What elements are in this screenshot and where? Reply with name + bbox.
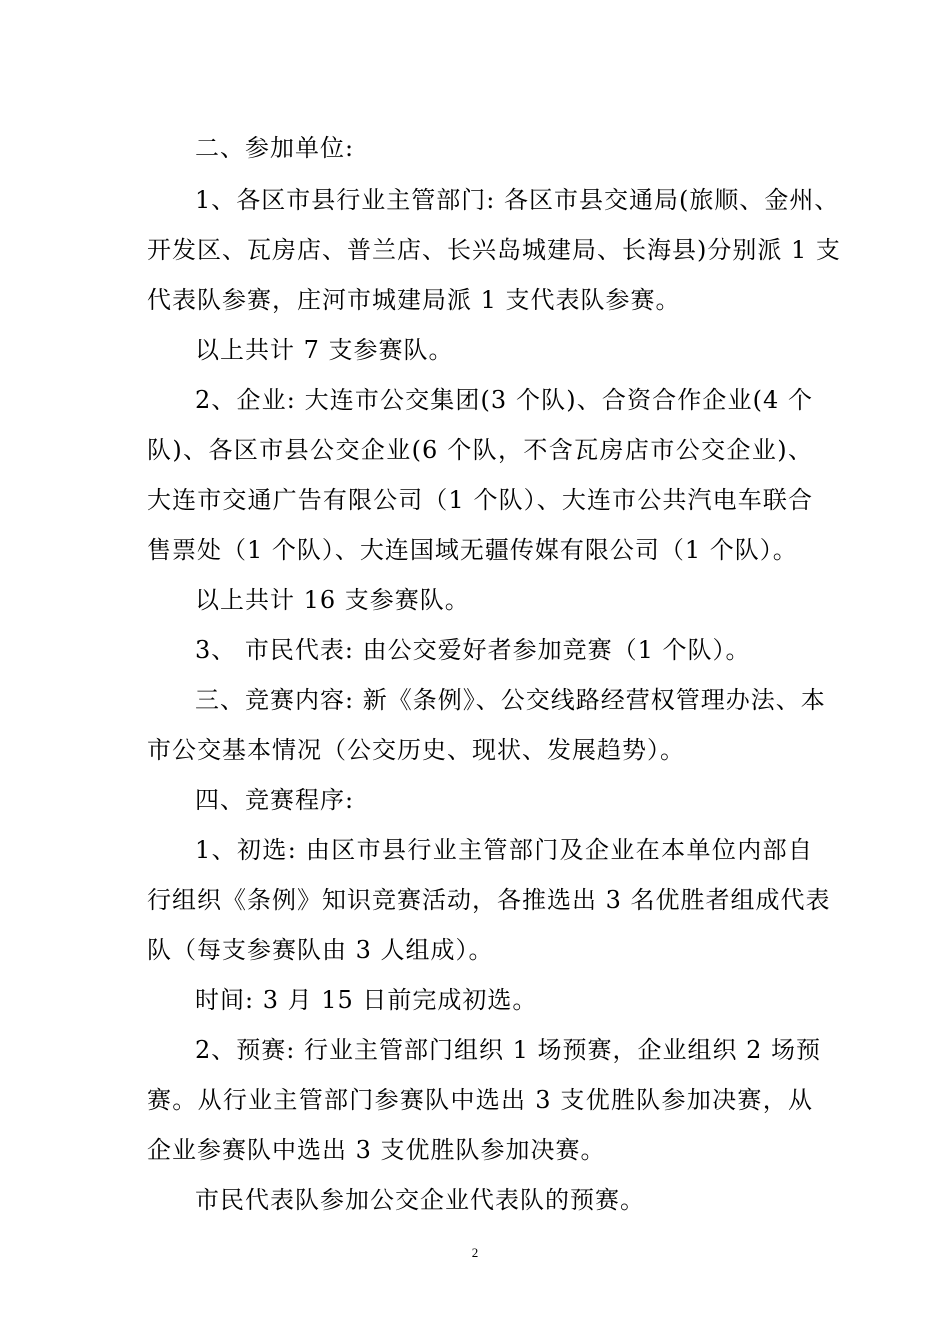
paragraph-line: 1、初选: 由区市县行业主管部门及企业在本单位内部自	[195, 836, 813, 864]
section-heading-content: 三、竞赛内容: 新《条例》、公交线路经营权管理办法、本	[195, 686, 826, 714]
paragraph-line: 2、预赛: 行业主管部门组织 1 场预赛，企业组织 2 场预	[195, 1036, 822, 1064]
paragraph-line: 代表队参赛，庄河市城建局派 1 支代表队参赛。	[147, 286, 681, 314]
paragraph-line: 3、 市民代表: 由公交爱好者参加竞赛（1 个队）。	[195, 636, 751, 664]
paragraph-line: 开发区、瓦房店、普兰店、长兴岛城建局、长海县)分别派 1 支	[147, 236, 841, 264]
paragraph-line: 1、各区市县行业主管部门: 各区市县交通局(旅顺、金州、	[195, 186, 840, 214]
page-number: 2	[471, 1245, 479, 1260]
paragraph-line: 行组织《条例》知识竞赛活动，各推选出 3 名优胜者组成代表	[147, 886, 831, 914]
paragraph-line: 队（每支参赛队由 3 人组成）。	[147, 936, 494, 964]
paragraph-line: 时间: 3 月 15 日前完成初选。	[195, 986, 538, 1014]
paragraph-line: 市公交基本情况（公交历史、现状、发展趋势）。	[147, 736, 685, 764]
section-heading-procedure: 四、竞赛程序:	[195, 786, 355, 814]
paragraph-line: 大连市交通广告有限公司（1 个队）、大连市公共汽电车联合	[147, 486, 813, 514]
paragraph-line: 赛。从行业主管部门参赛队中选出 3 支优胜队参加决赛，从	[147, 1086, 813, 1114]
paragraph-line: 以上共计 16 支参赛队。	[195, 586, 470, 614]
paragraph-line: 企业参赛队中选出 3 支优胜队参加决赛。	[147, 1136, 606, 1164]
paragraph-line: 队)、各区市县公交企业(6 个队，不含瓦房店市公交企业)、	[147, 436, 813, 464]
paragraph-line: 市民代表队参加公交企业代表队的预赛。	[195, 1186, 645, 1214]
section-heading-participants: 二、参加单位:	[195, 134, 355, 162]
paragraph-line: 2、企业: 大连市公交集团(3 个队)、合资合作企业(4 个	[195, 386, 813, 414]
paragraph-line: 售票处（1 个队）、大连国域无疆传媒有限公司（1 个队）。	[147, 536, 798, 564]
paragraph-line: 以上共计 7 支参赛队。	[195, 336, 454, 364]
